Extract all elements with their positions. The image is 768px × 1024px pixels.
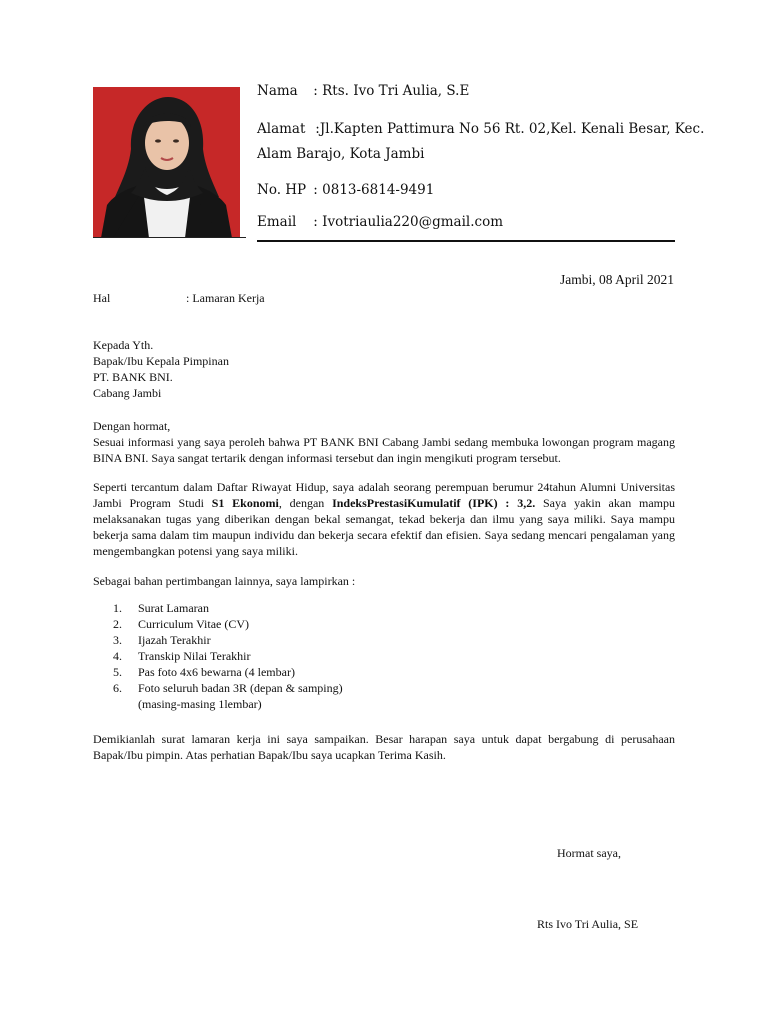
- profile-photo: [93, 87, 240, 238]
- phone-label: No. HP: [257, 182, 307, 198]
- phone-row: [257, 182, 434, 198]
- list-number: 3.: [113, 633, 122, 647]
- list-number: [113, 696, 138, 712]
- paragraph-qualifications: [93, 479, 675, 559]
- person-portrait-illustration: [93, 87, 240, 238]
- list-number: 5.: [113, 665, 122, 679]
- recipient-line: Cabang Jambi: [93, 386, 162, 400]
- paragraph-closing: Demikianlah surat lamaran kerja ini saya sampaikan. Besar harapan saya untuk dapat bergabung di perusahaan Bapak/Ibu pimpin. Atas perhatian Bapak/Ibu saya ucapkan Terima Kasih.: [93, 732, 675, 762]
- email-value: : Ivotriaulia220@gmail.com: [313, 214, 504, 230]
- para2-text: , dengan: [278, 496, 333, 510]
- list-item: [113, 632, 343, 648]
- email-label: Email: [257, 214, 297, 230]
- list-text: (masing-masing 1lembar): [138, 697, 262, 711]
- name-value: : Rts. Ivo Tri Aulia, S.E: [313, 83, 470, 99]
- list-number: 4.: [113, 649, 122, 663]
- list-text: Transkip Nilai Terakhir: [138, 649, 251, 663]
- recipient-block: [93, 337, 229, 401]
- list-number: 2.: [113, 617, 122, 631]
- address-row: [257, 121, 704, 137]
- list-text: Pas foto 4x6 bewarna (4 lembar): [138, 665, 295, 679]
- gpa-value: IndeksPrestasiKumulatif (IPK) : 3,2.: [332, 496, 536, 510]
- recipient-line: Kepada Yth.: [93, 338, 154, 352]
- closing-salutation: Hormat saya,: [557, 846, 621, 860]
- address-value: :Jl.Kapten Pattimura No 56 Rt. 02,Kel. Kenali Besar, Kec.: [315, 121, 705, 137]
- para2-text: Saya yakin akan mampu melaksanakan tugas yang diberikan dengan bekal semangat, tekad bekerja dan ilmu yang saya miliki. Saya mampu bekerja sama dalam tim maupun individu dan bekerja secara efektif dan efisien. Saya sedang mencari pengalaman yang mengembangkan potensi yang saya miliki.: [93, 496, 675, 558]
- subject-label: Hal: [93, 291, 111, 305]
- list-item: [113, 696, 343, 712]
- para2-text: Seperti tercantum dalam Daftar Riwayat Hidup, saya adalah seorang perempuan berumur 24tahun Alumni Universitas Jambi Program Studi: [93, 480, 675, 510]
- recipient-line: PT. BANK BNI.: [93, 370, 173, 384]
- email-row: [257, 214, 503, 230]
- list-number: 1.: [113, 601, 122, 615]
- list-text: Surat Lamaran: [138, 601, 209, 615]
- letter-date: Jambi, 08 April 2021: [560, 272, 674, 287]
- recipient-line: Bapak/Ibu Kepala Pimpinan: [93, 354, 229, 368]
- study-program: S1 Ekonomi: [211, 496, 279, 510]
- subject-value: : Lamaran Kerja: [186, 291, 265, 305]
- list-item: [113, 664, 343, 680]
- name-label: Nama: [257, 83, 298, 99]
- list-item: [113, 648, 343, 664]
- list-text: Foto seluruh badan 3R (depan & samping): [138, 681, 343, 695]
- list-item: [113, 616, 343, 632]
- name-row: [257, 83, 469, 99]
- address-line2: Alam Barajo, Kota Jambi: [257, 146, 425, 162]
- address-label: Alamat: [257, 121, 306, 137]
- attachments-intro: Sebagai bahan pertimbangan lainnya, saya lampirkan :: [93, 574, 356, 588]
- attachments-list: [113, 600, 343, 712]
- list-number: 6.: [113, 681, 122, 695]
- list-item: [113, 600, 343, 616]
- header-divider: [257, 240, 675, 242]
- signature-name: Rts Ivo Tri Aulia, SE: [537, 917, 639, 931]
- paragraph-intro: Sesuai informasi yang saya peroleh bahwa PT BANK BNI Cabang Jambi sedang membuka lowongan program magang BINA BNI. Saya sangat tertarik dengan informasi tersebut dan ingin mengikuti program tersebut.: [93, 435, 675, 465]
- phone-value: : 0813-6814-9491: [313, 182, 435, 198]
- list-text: Ijazah Terakhir: [138, 633, 211, 647]
- list-text: Curriculum Vitae (CV): [138, 617, 250, 631]
- greeting: Dengan hormat,: [93, 419, 171, 433]
- list-item: [113, 680, 343, 696]
- photo-underline: [93, 237, 246, 238]
